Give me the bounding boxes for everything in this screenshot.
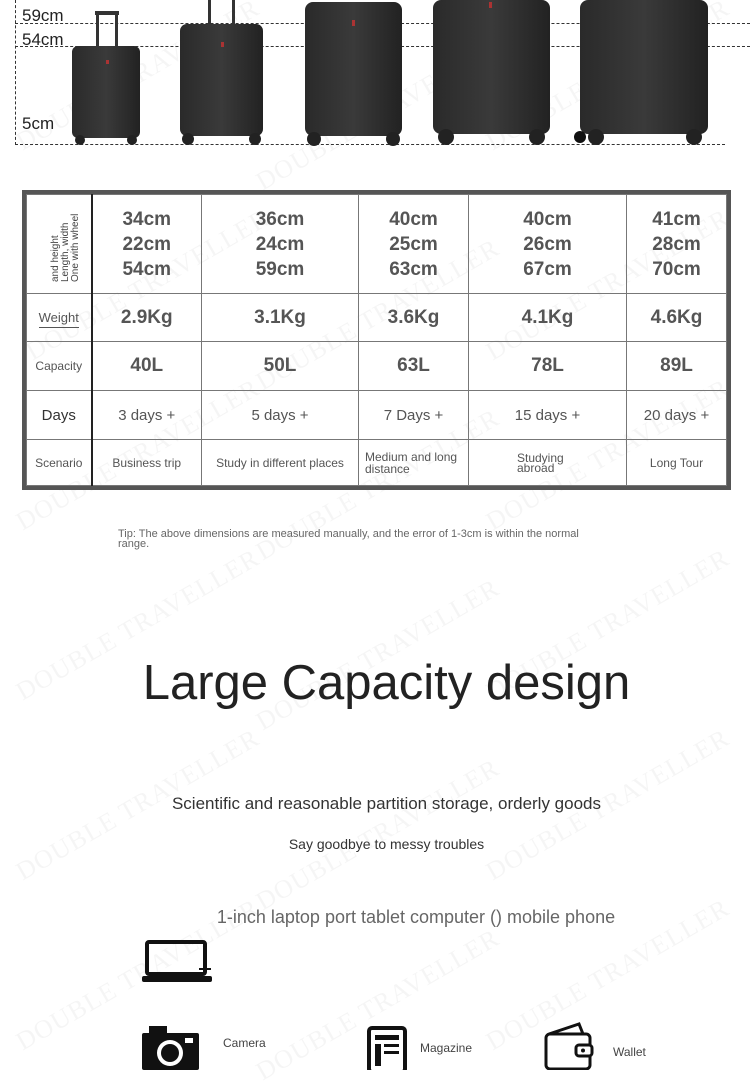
table-row-days bbox=[27, 391, 727, 440]
table-cell: Study in different places bbox=[202, 440, 359, 486]
table-cell: Business trip bbox=[92, 440, 202, 486]
wallet-icon bbox=[543, 1022, 595, 1070]
table-cell: 2.9Kg bbox=[92, 294, 202, 342]
table-cell: 63L bbox=[359, 342, 469, 391]
row-header-days: Days bbox=[27, 391, 92, 440]
row-header-weight: Weight bbox=[27, 294, 92, 342]
luggage-size-comparison bbox=[0, 0, 750, 150]
suitcase-illustrations bbox=[0, 0, 750, 150]
table-cell: 78L bbox=[469, 342, 627, 391]
wallet-label: Wallet bbox=[613, 1045, 646, 1059]
row-header-scenario: Scenario bbox=[27, 440, 92, 486]
table-cell: 4.1Kg bbox=[469, 294, 627, 342]
suitcase-28-inch bbox=[433, 0, 550, 145]
page-title: Large Capacity design bbox=[142, 656, 631, 710]
table-cell: 34cm 22cm 54cm bbox=[92, 195, 202, 294]
table-row-capacity bbox=[27, 342, 727, 391]
table-cell: 40L bbox=[92, 342, 202, 391]
suitcase-26-inch bbox=[305, 2, 402, 146]
table-cell: 3.6Kg bbox=[359, 294, 469, 342]
magazine-icon bbox=[366, 1026, 408, 1070]
table-cell: 5 days + bbox=[202, 391, 359, 440]
suitcase-30-inch bbox=[574, 0, 708, 145]
camera-icon bbox=[141, 1024, 201, 1070]
row-header-dimensions bbox=[27, 195, 92, 294]
table-cell: 15 days + bbox=[469, 391, 627, 440]
table-cell: 50L bbox=[202, 342, 359, 391]
height-label-54: 54cm bbox=[22, 30, 64, 49]
measurement-tip: Tip: The above dimensions are measured manually, and the error of 1-3cm is within the normal range. bbox=[118, 528, 579, 550]
device-list-text: 1-inch laptop port tablet computer () mobile phone bbox=[216, 907, 616, 927]
subtitle: Scientific and reasonable partition storage, orderly goods bbox=[171, 794, 602, 813]
table-cell: 40cm 26cm 67cm bbox=[469, 195, 627, 294]
table-cell: 41cm 28cm 70cm bbox=[627, 195, 727, 294]
table-cell: 36cm 24cm 59cm bbox=[202, 195, 359, 294]
table-cell: 89L bbox=[627, 342, 727, 391]
table-cell: 40cm 25cm 63cm bbox=[359, 195, 469, 294]
height-label-59: 59cm bbox=[22, 6, 64, 25]
table-cell: Medium and long distance bbox=[359, 440, 469, 486]
table-row-scenario bbox=[27, 440, 727, 486]
table-cell: Studying abroad bbox=[469, 440, 627, 486]
specification-table bbox=[22, 190, 731, 490]
row-header-text: One with wheel Length, width and height bbox=[49, 213, 81, 282]
table-cell: 4.6Kg bbox=[627, 294, 727, 342]
table-cell: 7 Days + bbox=[359, 391, 469, 440]
table-cell: 3.1Kg bbox=[202, 294, 359, 342]
magazine-label: Magazine bbox=[420, 1041, 473, 1055]
table-cell: Long Tour bbox=[627, 440, 727, 486]
table-cell: 3 days + bbox=[92, 391, 202, 440]
subtitle-secondary: Say goodbye to messy troubles bbox=[288, 836, 485, 852]
camera-label: Camera bbox=[223, 1036, 266, 1050]
row-header-capacity: Capacity bbox=[27, 342, 92, 391]
suitcase-24-inch bbox=[180, 0, 263, 145]
watermark bbox=[251, 753, 505, 917]
laptop-icon bbox=[141, 940, 213, 986]
suitcase-20-inch bbox=[72, 11, 140, 145]
table-cell: 20 days + bbox=[627, 391, 727, 440]
height-label-5: 5cm bbox=[22, 114, 55, 133]
table-row-dimensions bbox=[27, 195, 727, 294]
table-row-weight bbox=[27, 294, 727, 342]
